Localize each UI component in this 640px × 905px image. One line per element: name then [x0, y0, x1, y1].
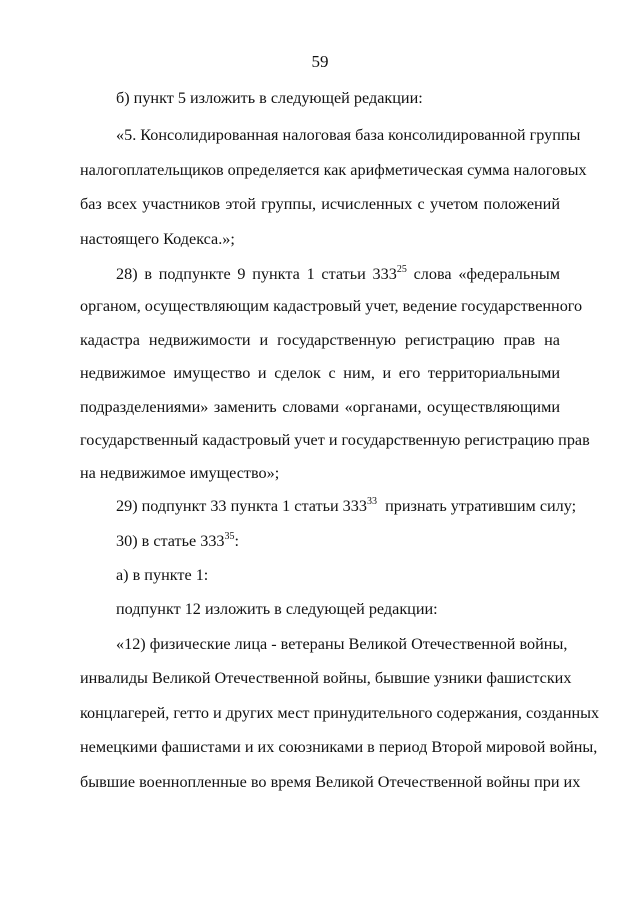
text-line: настоящего Кодекса.»; [80, 230, 235, 248]
text-line: подпункт 12 изложить в следующей редакции: [116, 600, 438, 618]
text-fragment: признать утратившим силу; [376, 497, 577, 515]
text-fragment: 28) в подпункте 9 пункта 1 статьи 333 [116, 265, 397, 283]
text-line: «12) физические лица - ветераны Великой Отечественной войны, [116, 635, 568, 653]
text-fragment: слова «федеральным [406, 265, 561, 283]
text-line: налогоплательщиков определяется как арифметическая сумма налоговых [80, 161, 587, 179]
text-fragment: 30) в статье 333 [116, 532, 225, 550]
text-line: концлагерей, гетто и других мест принудительного содержания, созданных [80, 704, 600, 722]
text-line: б) пункт 5 изложить в следующей редакции: [116, 89, 423, 107]
text-line [80, 531, 560, 551]
text-line: а) в пункте 1: [116, 566, 209, 584]
text-line: инвалиды Великой Отечественной войны, бывшие узники фашистских [80, 669, 572, 687]
text-line: бывшие военнопленные во время Великой Отечественной войны при их [80, 773, 581, 791]
text-line: подразделениями» заменить словами «органами, осуществляющими [80, 398, 560, 416]
text-line: немецкими фашистами и их союзниками в период Второй мировой войны, [80, 738, 598, 756]
text-line: недвижимое имущество и сделок с ним, и его территориальными [80, 364, 560, 382]
text-line: государственный кадастровый учет и государственную регистрацию прав [80, 431, 590, 449]
text-line: на недвижимое имущество»; [80, 464, 280, 482]
text-line [80, 264, 560, 284]
text-line: баз всех участников этой группы, исчисленных с учетом положений [80, 195, 560, 213]
superscript: 25 [396, 264, 407, 275]
superscript: 35 [224, 531, 235, 542]
text-line: органом, осуществляющим кадастровый учет, ведение государственного [80, 297, 583, 315]
superscript: 33 [366, 496, 377, 507]
text-fragment: : [234, 532, 240, 550]
page-number: 59 [311, 52, 329, 71]
text-line: «5. Консолидированная налоговая база консолидированной группы [116, 126, 581, 144]
text-fragment: 29) подпункт 33 пункта 1 статьи 333 [116, 497, 367, 515]
text-line: кадастра недвижимости и государственную регистрацию прав на [80, 331, 560, 349]
text-line [80, 496, 577, 516]
